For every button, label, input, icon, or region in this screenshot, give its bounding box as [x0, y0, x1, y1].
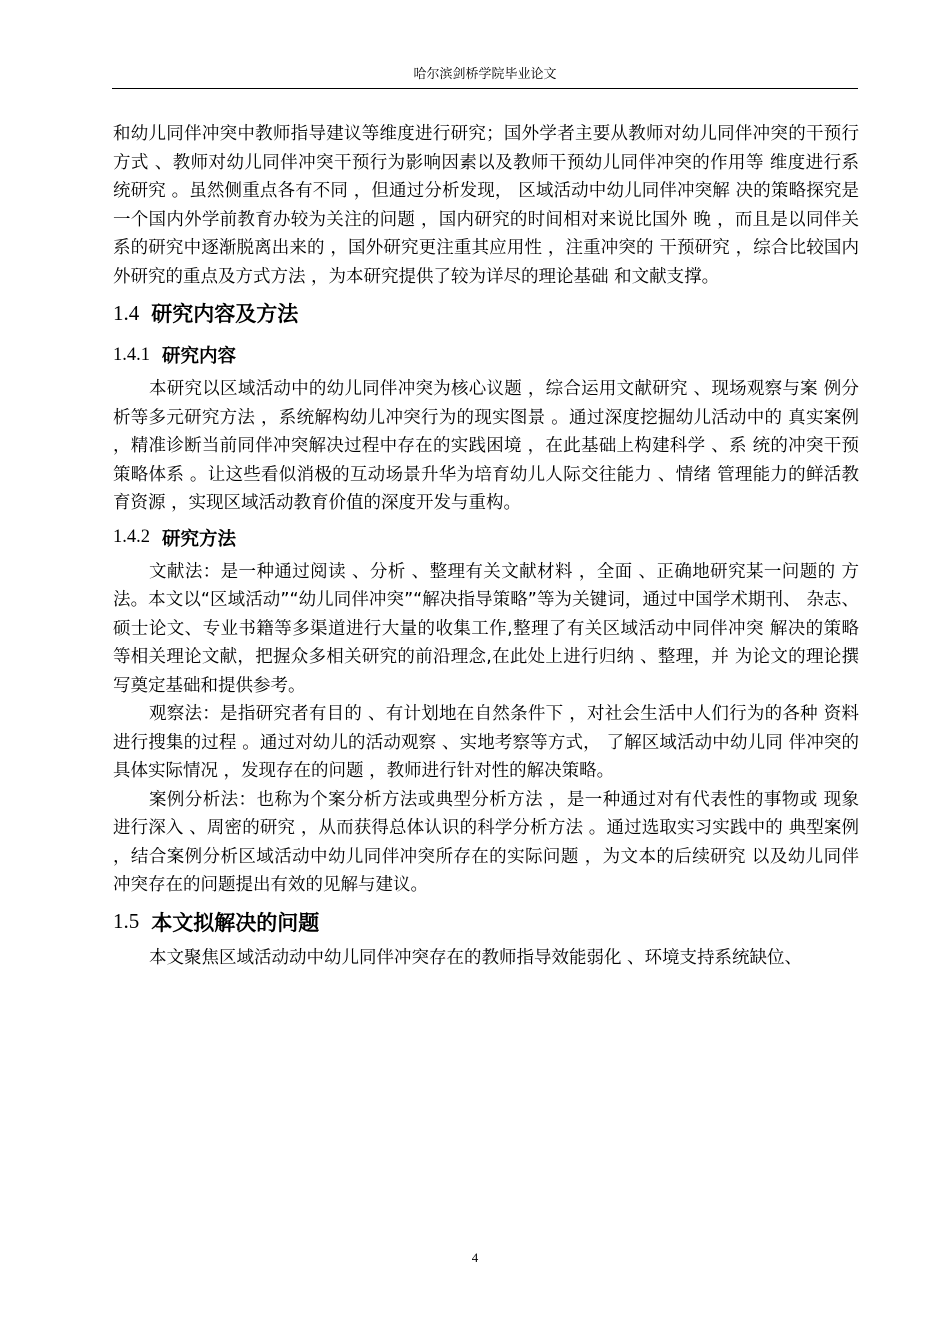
subsection-heading-1-4-1	[113, 335, 859, 375]
header-rule	[112, 88, 858, 89]
literature-method-paragraph: 文献法：是一种通过阅读 、分析 、整理有关文献材料 ，全面 、正确地研究某一问题的 方法。本文以“区域活动”“幼儿同伴冲突”“解决指导策略”等为关键词，通过中国学术期刊、 杂志、硕士论文、专业书籍等多渠道进行大量的收集工作,整理了有关区域活动中同伴冲突 解决的策略等相关理论文献，把握众多相关研究的前沿理念,在此处上进行归纳 、整理，并 为论文的理论撰写奠定基础和提供参考。	[113, 561, 859, 696]
section-heading-1-4	[113, 291, 859, 335]
running-header: 哈尔滨剑桥学院毕业论文	[413, 67, 557, 82]
section-heading-1-5	[113, 900, 859, 944]
research-content-paragraph: 本研究以区域活动中的幼儿同伴冲突为核心议题 ，综合运用文献研究 、现场观察与案 例分析等多元研究方法 ，系统解构幼儿冲突行为的现实图景 。通过深度挖掘幼儿活动中的 真实案例 ，精准诊断当前同伴冲突解决过程中存在的实践困境 ，在此基础上构建科学 、系 统的冲突干预策略体系 。让这些看似消极的互动场景升华为培育幼儿人际交往能力 、情绪 管理能力的鲜活教育资源 ，实现区域活动教育价值的深度开发与重构。	[113, 379, 859, 513]
subsection-number: 1.4.1	[113, 344, 150, 365]
intro-paragraph: 和幼儿同伴冲突中教师指导建议等维度进行研究；国外学者主要从教师对幼儿同伴冲突的干预行方式 、教师对幼儿同伴冲突干预行为影响因素以及教师干预幼儿同伴冲突的作用等 维度进行系统研究 。虽然侧重点各有不同 ，但通过分析发现， 区域活动中幼儿同伴冲突解 决的策略探究是一个国内外学前教育办较为关注的问题 ，国内研究的时间相对来说比国外 晚 ，而且是以同伴关系的研究中逐渐脱离出来的 ，国外研究更注重其应用性 ，注重冲突的 干预研究 ，综合比较国内外研究的重点及方式方法 ，为本研究提供了较为详尽的理论基础 和文献支撑。	[113, 124, 859, 287]
page-body	[113, 120, 859, 972]
section-number: 1.5	[113, 909, 140, 933]
subsection-number: 1.4.2	[113, 527, 150, 547]
observation-method-paragraph: 观察法：是指研究者有目的 、有计划地在自然条件下 ，对社会生活中人们行为的各种 资料进行搜集的过程 。通过对幼儿的活动观察 、实地考察等方式， 了解区域活动中幼儿同 伴冲突的具体实际情况 ，发现存在的问题 ，教师进行针对性的解决策略。	[113, 704, 859, 781]
section-title: 本文拟解决的问题	[151, 910, 320, 935]
page-number: 4	[471, 1250, 479, 1265]
subsection-heading-1-4-2	[113, 518, 859, 558]
section-number: 1.4	[113, 300, 140, 325]
case-study-method-paragraph: 案例分析法：也称为个案分析方法或典型分析方法 ，是一种通过对有代表性的事物或 现象进行深入 、周密的研究 ，从而获得总体认识的科学分析方法 。通过选取实习实践中的 典型案例 ，结合案例分析区域活动中幼儿同伴冲突所存在的实际问题 ，为文本的后续研究 以及幼儿同伴冲突存在的问题提出有效的见解与建议。	[113, 789, 859, 895]
subsection-title: 研究方法	[162, 528, 237, 550]
problem-statement-paragraph: 本文聚焦区域活动动中幼儿同伴冲突存在的教师指导效能弱化 、环境支持系统缺位、	[149, 947, 803, 968]
section-title: 研究内容及方法	[151, 302, 299, 326]
subsection-title: 研究内容	[162, 346, 237, 367]
